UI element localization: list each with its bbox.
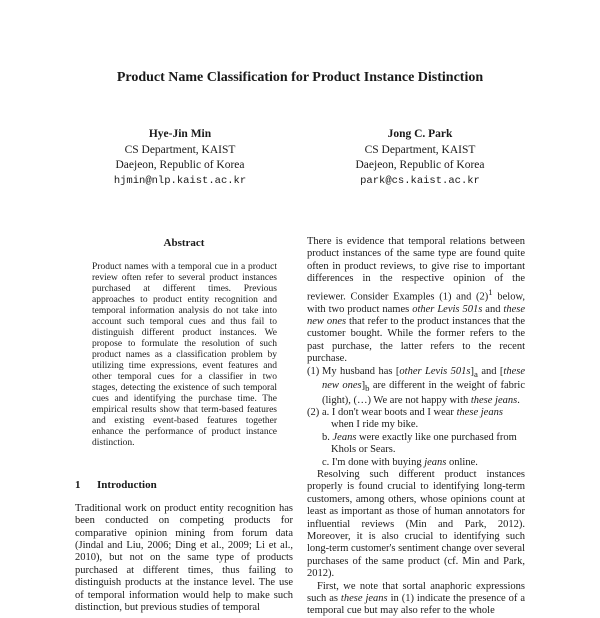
section-heading xyxy=(75,479,293,491)
introduction-text: Traditional work on product entity recognition has been conducted on competing products for comparative opinion mining from forum data (Jindal and Liu, 2006; Ding et al., 2009; Li et al., 2010), but not on the same type of products purchased at different times, thus failing to distinguish products at the instance level. The use of temporal information would help to make such distinction, but previous studies of temporal xyxy=(75,502,293,614)
example-text: My husband has [other Levis $501s]_a$ and [these new $ones]_b$ are different in the weight of fabric (light), (…) We are not happy with these jeans. xyxy=(322,365,525,406)
author-email[interactable]: hjmin@nlp.kaist.ac.kr xyxy=(113,174,247,187)
author-block xyxy=(300,127,540,189)
paper-title: Product Name Classification for Product Instance Distinction xyxy=(116,70,484,85)
example-line: b. Jeans were exactly like one purchased from xyxy=(322,431,517,443)
author-email[interactable]: park@cs.kaist.ac.kr xyxy=(360,174,480,187)
section-number: 1 xyxy=(75,479,81,492)
right-column xyxy=(307,236,525,618)
body-paragraph: There is evidence that temporal relations between product instances of the same type are found quite often in product reviews, to give rise to important differences in the respective opinion of the reviewer. Consider Examples (1) and $(2)^1$ below, with two product names other Levis 501s and these new ones that refer to the product instances that the customer bought. While the former refers to the past purchase, the latter refers to the recent purchase. xyxy=(307,236,525,365)
author-name: Jong C. Park xyxy=(387,128,453,140)
example-1 xyxy=(307,366,525,407)
example-line: when I ride my bike. xyxy=(331,419,419,431)
author-department: CS Department, KAIST xyxy=(364,143,476,156)
left-column xyxy=(75,237,293,614)
author-name: Hye-Jin Min xyxy=(148,128,212,140)
abstract-heading: Abstract xyxy=(163,237,205,249)
author-department: CS Department, KAIST xyxy=(124,143,236,156)
example-label: (2) xyxy=(307,406,320,418)
section-title: Introduction xyxy=(97,479,157,492)
example-text: a. I don't wear boots and I wear these jeans xyxy=(322,406,503,418)
abstract-text: Product names with a temporal cue in a product review often refer to several product instances purchased at different times. Previous approaches to product entity recognition and temporal information analysis do not take into account such temporal cues and thus fail to distinguish different product instances. We propose to formulate the resolution of such product names as a classification problem by utilizing time expressions, event features and other temporal cues for a classifier in two stages, detecting the existence of such temporal cues and identifying the purchase time. The empirical results show that term-based features and existing event-based features together enhance the performance of product instance distinction. xyxy=(92,262,277,449)
footnote-mark: 1 xyxy=(488,286,493,297)
author-block xyxy=(60,127,300,189)
author-location: Daejeon, Republic of Korea xyxy=(355,159,485,171)
example-label: (1) xyxy=(307,365,320,377)
body-paragraph: First, we note that sortal anaphoric expressions such as these jeans in (1) indicate the presence of a temporal cue but may also refer to the whole xyxy=(307,580,525,617)
example-2 xyxy=(307,407,525,419)
example-line: c. I'm done with buying jeans online. xyxy=(322,456,478,468)
author-location: Daejeon, Republic of Korea xyxy=(115,159,245,171)
example-line: Khols or Sears. xyxy=(331,444,396,456)
body-paragraph: Resolving such different product instances properly is found crucial to identifying long-term customers, among others, whose opinions count at least as important as those of human annotators for influential reviews (Min and Park, 2012). Moreover, it is also crucial to identifying such long-term customer's sentiment change over several purchases of the same product (cf. Min and Park, 2012). xyxy=(307,469,525,580)
